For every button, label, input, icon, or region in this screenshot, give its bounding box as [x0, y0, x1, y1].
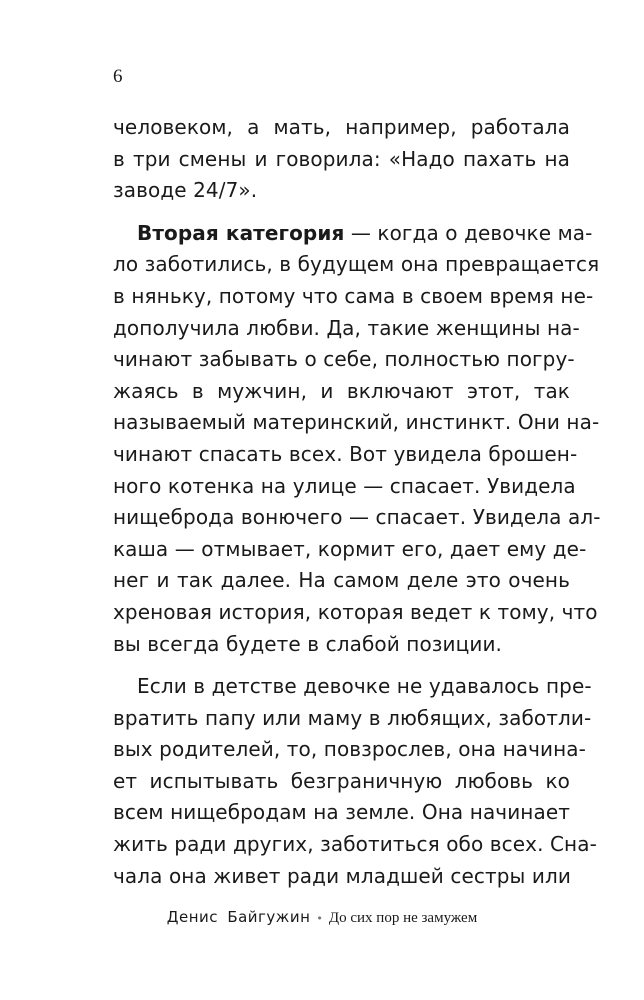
text-line: заводе 24/7».	[113, 178, 258, 203]
page-number: 6	[113, 66, 123, 87]
paragraph-1	[113, 112, 570, 207]
text-line: чинают спасать всех. Вот увидела брошен-	[113, 441, 578, 466]
text-line: всем нищебродам на земле. Она начинает	[113, 800, 570, 825]
text-line: ного котенка на улице — спасает. Увидела	[113, 473, 576, 498]
text-line: ет испытывать безграничную любовь ко	[113, 768, 570, 793]
text-line	[113, 218, 593, 250]
text-line: ло заботились, в будущем она превращается	[113, 252, 600, 277]
text-line: в няньку, потому что сама в своем время не-	[113, 283, 594, 308]
body-text	[113, 112, 601, 892]
text-line: дополучила любви. Да, такие женщины на-	[113, 315, 580, 340]
text-line: чинают забывать о себе, полностью погру-	[113, 347, 575, 372]
text-line: называемый материнский, инстинкт. Они на-	[113, 410, 600, 435]
paragraph-2	[113, 218, 601, 660]
text-line: вы всегда будете в слабой позиции.	[113, 631, 503, 656]
text-line: чала она живет ради младшей сестры или	[113, 863, 571, 888]
footer-author: Денис Байгужин	[166, 908, 311, 926]
text-line: нег и так далее. На самом деле это очень	[113, 568, 570, 593]
text-line: нищеброда вонючего — спасает. Увидела ал-	[113, 505, 601, 530]
text-line: вых родителей, то, повзрослев, она начина-	[113, 737, 586, 762]
running-footer	[0, 908, 644, 927]
text-line: жить ради других, заботиться обо всех. Сна-	[113, 832, 597, 857]
first-line-rest: — когда о девочке ма-	[344, 220, 593, 245]
text-line: человеком, а мать, например, работала	[113, 115, 570, 139]
text-line: в три смены и говорила: «Надо пахать на	[113, 146, 570, 171]
paragraph-3	[113, 671, 597, 892]
text-line: каша — отмывает, кормит его, дает ему де-	[113, 536, 587, 561]
text-line: хреновая история, которая ведет к тому, что	[113, 599, 598, 624]
text-line: Если в детстве девочке не удавалось пре-	[137, 674, 592, 699]
bold-lead: Вторая категория	[137, 220, 345, 245]
footer-book-title: До сих пор не замужем	[328, 910, 478, 926]
bullet-separator-icon: •	[316, 911, 323, 925]
text-line: вратить папу или маму в любящих, заботли-	[113, 705, 592, 730]
text-line: жаясь в мужчин, и включают этот, так	[113, 378, 570, 403]
